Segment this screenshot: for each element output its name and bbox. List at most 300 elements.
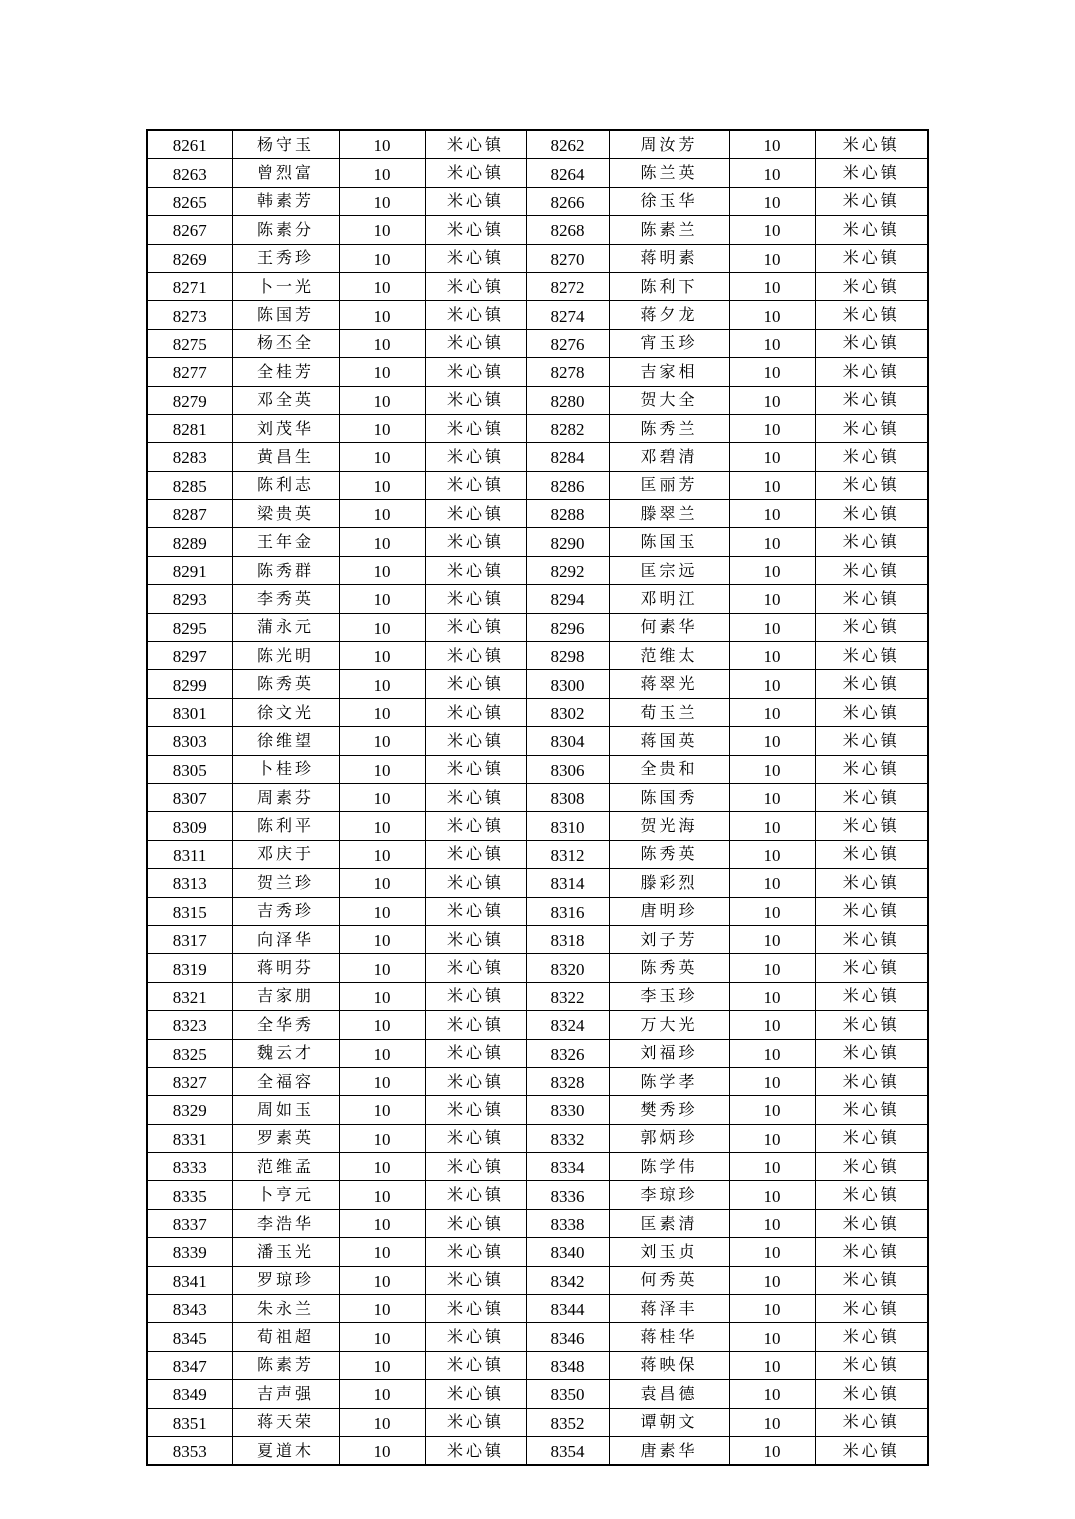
person-name-cell: 陈国玉 xyxy=(609,528,729,556)
record-number-cell: 8277 xyxy=(147,358,232,386)
amount-cell: 10 xyxy=(339,414,425,442)
record-number-cell: 8283 xyxy=(147,443,232,471)
town-name-cell: 米心镇 xyxy=(425,1266,526,1294)
amount-cell: 10 xyxy=(729,130,815,159)
record-number-cell: 8292 xyxy=(526,556,609,584)
person-name-cell: 梁贵英 xyxy=(232,500,339,528)
town-name-cell: 米心镇 xyxy=(815,1408,928,1436)
table-row xyxy=(147,1181,928,1209)
town-name-cell: 米心镇 xyxy=(425,1436,526,1465)
record-number-cell: 8345 xyxy=(147,1323,232,1351)
record-number-cell: 8310 xyxy=(526,812,609,840)
person-name-cell: 贺大全 xyxy=(609,386,729,414)
amount-cell: 10 xyxy=(729,1380,815,1408)
table-row xyxy=(147,500,928,528)
town-name-cell: 米心镇 xyxy=(425,329,526,357)
person-name-cell: 周汝芳 xyxy=(609,130,729,159)
person-name-cell: 范维太 xyxy=(609,642,729,670)
person-name-cell: 韩素芳 xyxy=(232,187,339,215)
table-row xyxy=(147,1295,928,1323)
person-name-cell: 王年金 xyxy=(232,528,339,556)
town-name-cell: 米心镇 xyxy=(815,755,928,783)
person-name-cell: 李琼珍 xyxy=(609,1181,729,1209)
amount-cell: 10 xyxy=(339,897,425,925)
amount-cell: 10 xyxy=(729,386,815,414)
record-number-cell: 8344 xyxy=(526,1295,609,1323)
person-name-cell: 贺光海 xyxy=(609,812,729,840)
record-number-cell: 8315 xyxy=(147,897,232,925)
person-name-cell: 吉家相 xyxy=(609,358,729,386)
table-row xyxy=(147,954,928,982)
person-name-cell: 匡素清 xyxy=(609,1209,729,1237)
person-name-cell: 荀玉兰 xyxy=(609,698,729,726)
person-name-cell: 刘子芳 xyxy=(609,925,729,953)
record-number-cell: 8352 xyxy=(526,1408,609,1436)
town-name-cell: 米心镇 xyxy=(425,471,526,499)
person-name-cell: 王秀珍 xyxy=(232,244,339,272)
record-number-cell: 8303 xyxy=(147,727,232,755)
amount-cell: 10 xyxy=(339,244,425,272)
person-name-cell: 樊秀珍 xyxy=(609,1096,729,1124)
amount-cell: 10 xyxy=(339,755,425,783)
table-row xyxy=(147,329,928,357)
person-name-cell: 蒋明素 xyxy=(609,244,729,272)
amount-cell: 10 xyxy=(729,1266,815,1294)
amount-cell: 10 xyxy=(339,585,425,613)
person-name-cell: 陈秀英 xyxy=(609,840,729,868)
town-name-cell: 米心镇 xyxy=(815,471,928,499)
record-number-cell: 8347 xyxy=(147,1351,232,1379)
town-name-cell: 米心镇 xyxy=(815,1295,928,1323)
town-name-cell: 米心镇 xyxy=(425,670,526,698)
amount-cell: 10 xyxy=(729,1181,815,1209)
amount-cell: 10 xyxy=(729,187,815,215)
town-name-cell: 米心镇 xyxy=(815,1351,928,1379)
record-number-cell: 8317 xyxy=(147,925,232,953)
table-row xyxy=(147,585,928,613)
amount-cell: 10 xyxy=(729,840,815,868)
record-number-cell: 8290 xyxy=(526,528,609,556)
table-row xyxy=(147,386,928,414)
person-name-cell: 蒋泽丰 xyxy=(609,1295,729,1323)
record-number-cell: 8312 xyxy=(526,840,609,868)
amount-cell: 10 xyxy=(729,1067,815,1095)
table-row xyxy=(147,1153,928,1181)
record-number-cell: 8291 xyxy=(147,556,232,584)
town-name-cell: 米心镇 xyxy=(815,812,928,840)
table-row xyxy=(147,925,928,953)
town-name-cell: 米心镇 xyxy=(425,358,526,386)
table-row xyxy=(147,1096,928,1124)
record-number-cell: 8294 xyxy=(526,585,609,613)
table-row xyxy=(147,159,928,187)
amount-cell: 10 xyxy=(339,982,425,1010)
town-name-cell: 米心镇 xyxy=(815,925,928,953)
town-name-cell: 米心镇 xyxy=(815,187,928,215)
amount-cell: 10 xyxy=(339,698,425,726)
record-number-cell: 8338 xyxy=(526,1209,609,1237)
record-number-cell: 8350 xyxy=(526,1380,609,1408)
person-name-cell: 周如玉 xyxy=(232,1096,339,1124)
amount-cell: 10 xyxy=(729,1323,815,1351)
record-number-cell: 8306 xyxy=(526,755,609,783)
amount-cell: 10 xyxy=(339,443,425,471)
record-number-cell: 8340 xyxy=(526,1238,609,1266)
person-name-cell: 罗琼珍 xyxy=(232,1266,339,1294)
amount-cell: 10 xyxy=(729,301,815,329)
record-number-cell: 8309 xyxy=(147,812,232,840)
amount-cell: 10 xyxy=(339,1096,425,1124)
record-number-cell: 8327 xyxy=(147,1067,232,1095)
amount-cell: 10 xyxy=(729,698,815,726)
town-name-cell: 米心镇 xyxy=(815,897,928,925)
record-number-cell: 8336 xyxy=(526,1181,609,1209)
town-name-cell: 米心镇 xyxy=(425,244,526,272)
person-name-cell: 陈素分 xyxy=(232,216,339,244)
record-number-cell: 8325 xyxy=(147,1039,232,1067)
person-name-cell: 刘玉贞 xyxy=(609,1238,729,1266)
record-number-cell: 8319 xyxy=(147,954,232,982)
town-name-cell: 米心镇 xyxy=(815,159,928,187)
record-number-cell: 8272 xyxy=(526,272,609,300)
amount-cell: 10 xyxy=(339,1380,425,1408)
person-name-cell: 唐素华 xyxy=(609,1436,729,1465)
town-name-cell: 米心镇 xyxy=(425,954,526,982)
record-number-cell: 8286 xyxy=(526,471,609,499)
roster-body xyxy=(147,130,928,1465)
town-name-cell: 米心镇 xyxy=(425,840,526,868)
table-row xyxy=(147,130,928,159)
town-name-cell: 米心镇 xyxy=(425,272,526,300)
person-name-cell: 唐明珍 xyxy=(609,897,729,925)
record-number-cell: 8349 xyxy=(147,1380,232,1408)
table-row xyxy=(147,1380,928,1408)
town-name-cell: 米心镇 xyxy=(815,1181,928,1209)
record-number-cell: 8288 xyxy=(526,500,609,528)
person-name-cell: 陈秀英 xyxy=(609,954,729,982)
record-number-cell: 8329 xyxy=(147,1096,232,1124)
town-name-cell: 米心镇 xyxy=(425,1380,526,1408)
town-name-cell: 米心镇 xyxy=(425,755,526,783)
record-number-cell: 8324 xyxy=(526,1011,609,1039)
town-name-cell: 米心镇 xyxy=(425,783,526,811)
town-name-cell: 米心镇 xyxy=(425,1209,526,1237)
record-number-cell: 8297 xyxy=(147,642,232,670)
person-name-cell: 陈利下 xyxy=(609,272,729,300)
table-row xyxy=(147,727,928,755)
town-name-cell: 米心镇 xyxy=(425,528,526,556)
town-name-cell: 米心镇 xyxy=(815,272,928,300)
person-name-cell: 陈利平 xyxy=(232,812,339,840)
person-name-cell: 黄昌生 xyxy=(232,443,339,471)
table-row xyxy=(147,528,928,556)
table-row xyxy=(147,187,928,215)
person-name-cell: 罗素英 xyxy=(232,1124,339,1152)
amount-cell: 10 xyxy=(729,1039,815,1067)
amount-cell: 10 xyxy=(729,812,815,840)
record-number-cell: 8265 xyxy=(147,187,232,215)
person-name-cell: 邓庆于 xyxy=(232,840,339,868)
town-name-cell: 米心镇 xyxy=(425,982,526,1010)
amount-cell: 10 xyxy=(729,1124,815,1152)
record-number-cell: 8299 xyxy=(147,670,232,698)
record-number-cell: 8314 xyxy=(526,869,609,897)
record-number-cell: 8267 xyxy=(147,216,232,244)
person-name-cell: 陈国芳 xyxy=(232,301,339,329)
town-name-cell: 米心镇 xyxy=(425,1011,526,1039)
person-name-cell: 匡丽芳 xyxy=(609,471,729,499)
record-number-cell: 8262 xyxy=(526,130,609,159)
amount-cell: 10 xyxy=(339,130,425,159)
record-number-cell: 8296 xyxy=(526,613,609,641)
amount-cell: 10 xyxy=(729,1238,815,1266)
person-name-cell: 蒋明芬 xyxy=(232,954,339,982)
amount-cell: 10 xyxy=(339,783,425,811)
person-name-cell: 陈秀英 xyxy=(232,670,339,698)
town-name-cell: 米心镇 xyxy=(425,386,526,414)
record-number-cell: 8313 xyxy=(147,869,232,897)
record-number-cell: 8269 xyxy=(147,244,232,272)
amount-cell: 10 xyxy=(729,1436,815,1465)
town-name-cell: 米心镇 xyxy=(425,812,526,840)
person-name-cell: 李玉珍 xyxy=(609,982,729,1010)
amount-cell: 10 xyxy=(339,925,425,953)
amount-cell: 10 xyxy=(339,613,425,641)
town-name-cell: 米心镇 xyxy=(815,244,928,272)
person-name-cell: 蒋天荣 xyxy=(232,1408,339,1436)
amount-cell: 10 xyxy=(339,1039,425,1067)
table-row xyxy=(147,812,928,840)
person-name-cell: 陈国秀 xyxy=(609,783,729,811)
town-name-cell: 米心镇 xyxy=(815,1209,928,1237)
table-row xyxy=(147,301,928,329)
table-row xyxy=(147,698,928,726)
amount-cell: 10 xyxy=(339,1238,425,1266)
amount-cell: 10 xyxy=(729,613,815,641)
record-number-cell: 8335 xyxy=(147,1181,232,1209)
town-name-cell: 米心镇 xyxy=(425,698,526,726)
person-name-cell: 蒲永元 xyxy=(232,613,339,641)
amount-cell: 10 xyxy=(339,471,425,499)
record-number-cell: 8323 xyxy=(147,1011,232,1039)
record-number-cell: 8261 xyxy=(147,130,232,159)
record-number-cell: 8281 xyxy=(147,414,232,442)
person-name-cell: 邓碧清 xyxy=(609,443,729,471)
town-name-cell: 米心镇 xyxy=(425,216,526,244)
record-number-cell: 8304 xyxy=(526,727,609,755)
town-name-cell: 米心镇 xyxy=(425,414,526,442)
table-row xyxy=(147,1323,928,1351)
amount-cell: 10 xyxy=(339,1209,425,1237)
person-name-cell: 卜亨元 xyxy=(232,1181,339,1209)
person-name-cell: 滕彩烈 xyxy=(609,869,729,897)
town-name-cell: 米心镇 xyxy=(425,1153,526,1181)
person-name-cell: 陈素芳 xyxy=(232,1351,339,1379)
town-name-cell: 米心镇 xyxy=(425,1238,526,1266)
amount-cell: 10 xyxy=(729,244,815,272)
town-name-cell: 米心镇 xyxy=(425,897,526,925)
town-name-cell: 米心镇 xyxy=(425,613,526,641)
town-name-cell: 米心镇 xyxy=(815,329,928,357)
person-name-cell: 蒋映保 xyxy=(609,1351,729,1379)
amount-cell: 10 xyxy=(729,1153,815,1181)
table-row xyxy=(147,642,928,670)
person-name-cell: 全贵和 xyxy=(609,755,729,783)
town-name-cell: 米心镇 xyxy=(815,1238,928,1266)
amount-cell: 10 xyxy=(339,642,425,670)
amount-cell: 10 xyxy=(729,585,815,613)
town-name-cell: 米心镇 xyxy=(815,1266,928,1294)
person-name-cell: 贺兰珍 xyxy=(232,869,339,897)
town-name-cell: 米心镇 xyxy=(815,698,928,726)
amount-cell: 10 xyxy=(339,1124,425,1152)
record-number-cell: 8346 xyxy=(526,1323,609,1351)
record-number-cell: 8354 xyxy=(526,1436,609,1465)
town-name-cell: 米心镇 xyxy=(815,727,928,755)
amount-cell: 10 xyxy=(339,187,425,215)
table-row xyxy=(147,1436,928,1465)
record-number-cell: 8333 xyxy=(147,1153,232,1181)
amount-cell: 10 xyxy=(729,1011,815,1039)
town-name-cell: 米心镇 xyxy=(425,301,526,329)
record-number-cell: 8307 xyxy=(147,783,232,811)
table-row xyxy=(147,414,928,442)
amount-cell: 10 xyxy=(729,500,815,528)
record-number-cell: 8320 xyxy=(526,954,609,982)
record-number-cell: 8331 xyxy=(147,1124,232,1152)
record-number-cell: 8334 xyxy=(526,1153,609,1181)
town-name-cell: 米心镇 xyxy=(425,1096,526,1124)
table-row xyxy=(147,1238,928,1266)
town-name-cell: 米心镇 xyxy=(425,1181,526,1209)
amount-cell: 10 xyxy=(729,755,815,783)
person-name-cell: 谭朝文 xyxy=(609,1408,729,1436)
amount-cell: 10 xyxy=(339,216,425,244)
amount-cell: 10 xyxy=(339,840,425,868)
amount-cell: 10 xyxy=(339,272,425,300)
person-name-cell: 万大光 xyxy=(609,1011,729,1039)
amount-cell: 10 xyxy=(729,159,815,187)
table-row xyxy=(147,869,928,897)
town-name-cell: 米心镇 xyxy=(815,1011,928,1039)
table-row xyxy=(147,358,928,386)
town-name-cell: 米心镇 xyxy=(425,642,526,670)
amount-cell: 10 xyxy=(339,301,425,329)
person-name-cell: 蒋夕龙 xyxy=(609,301,729,329)
record-number-cell: 8280 xyxy=(526,386,609,414)
town-name-cell: 米心镇 xyxy=(425,1295,526,1323)
record-number-cell: 8326 xyxy=(526,1039,609,1067)
table-row xyxy=(147,613,928,641)
record-number-cell: 8285 xyxy=(147,471,232,499)
record-number-cell: 8302 xyxy=(526,698,609,726)
amount-cell: 10 xyxy=(729,443,815,471)
amount-cell: 10 xyxy=(339,1067,425,1095)
amount-cell: 10 xyxy=(729,954,815,982)
amount-cell: 10 xyxy=(339,386,425,414)
amount-cell: 10 xyxy=(729,783,815,811)
record-number-cell: 8298 xyxy=(526,642,609,670)
record-number-cell: 8300 xyxy=(526,670,609,698)
amount-cell: 10 xyxy=(729,358,815,386)
record-number-cell: 8341 xyxy=(147,1266,232,1294)
town-name-cell: 米心镇 xyxy=(815,1323,928,1351)
table-row xyxy=(147,840,928,868)
town-name-cell: 米心镇 xyxy=(425,500,526,528)
person-name-cell: 徐维望 xyxy=(232,727,339,755)
person-name-cell: 陈利志 xyxy=(232,471,339,499)
town-name-cell: 米心镇 xyxy=(425,556,526,584)
town-name-cell: 米心镇 xyxy=(815,613,928,641)
person-name-cell: 陈秀群 xyxy=(232,556,339,584)
person-name-cell: 蒋翠光 xyxy=(609,670,729,698)
table-row xyxy=(147,1011,928,1039)
record-number-cell: 8316 xyxy=(526,897,609,925)
town-name-cell: 米心镇 xyxy=(815,840,928,868)
table-row xyxy=(147,1351,928,1379)
record-number-cell: 8348 xyxy=(526,1351,609,1379)
amount-cell: 10 xyxy=(339,1323,425,1351)
record-number-cell: 8276 xyxy=(526,329,609,357)
record-number-cell: 8343 xyxy=(147,1295,232,1323)
amount-cell: 10 xyxy=(729,329,815,357)
record-number-cell: 8337 xyxy=(147,1209,232,1237)
record-number-cell: 8264 xyxy=(526,159,609,187)
record-number-cell: 8275 xyxy=(147,329,232,357)
amount-cell: 10 xyxy=(729,414,815,442)
record-number-cell: 8322 xyxy=(526,982,609,1010)
table-row xyxy=(147,670,928,698)
town-name-cell: 米心镇 xyxy=(425,1351,526,1379)
town-name-cell: 米心镇 xyxy=(815,1039,928,1067)
town-name-cell: 米心镇 xyxy=(815,528,928,556)
table-row xyxy=(147,755,928,783)
town-name-cell: 米心镇 xyxy=(815,670,928,698)
person-name-cell: 卜桂珍 xyxy=(232,755,339,783)
town-name-cell: 米心镇 xyxy=(815,358,928,386)
table-row xyxy=(147,471,928,499)
record-number-cell: 8293 xyxy=(147,585,232,613)
amount-cell: 10 xyxy=(729,471,815,499)
record-number-cell: 8282 xyxy=(526,414,609,442)
table-row xyxy=(147,244,928,272)
person-name-cell: 陈学孝 xyxy=(609,1067,729,1095)
record-number-cell: 8342 xyxy=(526,1266,609,1294)
person-name-cell: 曾烈富 xyxy=(232,159,339,187)
amount-cell: 10 xyxy=(339,1266,425,1294)
person-name-cell: 徐玉华 xyxy=(609,187,729,215)
town-name-cell: 米心镇 xyxy=(425,1323,526,1351)
record-number-cell: 8311 xyxy=(147,840,232,868)
person-name-cell: 吉秀珍 xyxy=(232,897,339,925)
amount-cell: 10 xyxy=(729,528,815,556)
record-number-cell: 8268 xyxy=(526,216,609,244)
record-number-cell: 8353 xyxy=(147,1436,232,1465)
amount-cell: 10 xyxy=(339,1181,425,1209)
amount-cell: 10 xyxy=(339,670,425,698)
amount-cell: 10 xyxy=(339,358,425,386)
person-name-cell: 全华秀 xyxy=(232,1011,339,1039)
record-number-cell: 8263 xyxy=(147,159,232,187)
town-name-cell: 米心镇 xyxy=(425,925,526,953)
record-number-cell: 8278 xyxy=(526,358,609,386)
person-name-cell: 邓全英 xyxy=(232,386,339,414)
town-name-cell: 米心镇 xyxy=(815,982,928,1010)
table-row xyxy=(147,897,928,925)
amount-cell: 10 xyxy=(729,1209,815,1237)
person-name-cell: 卜一光 xyxy=(232,272,339,300)
person-name-cell: 吉家朋 xyxy=(232,982,339,1010)
